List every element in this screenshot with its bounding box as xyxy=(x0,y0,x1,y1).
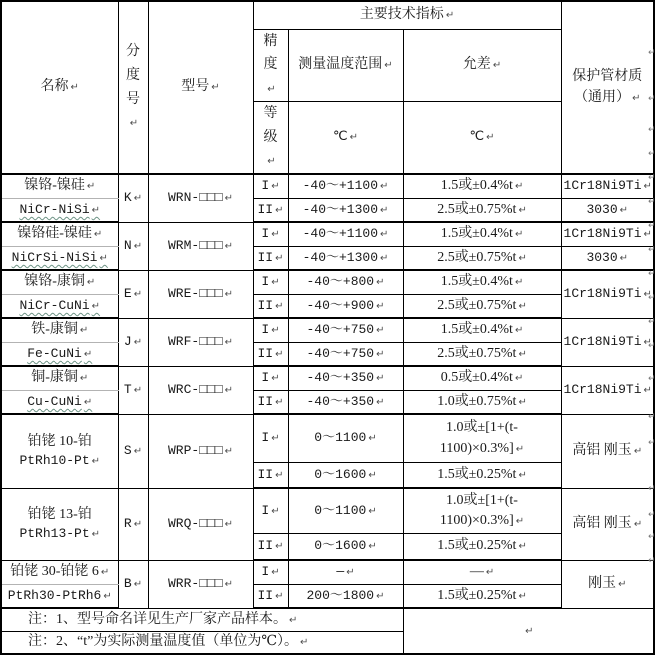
cell-tolerance: 1.0或±[1+(t-1100)×0.3%] ↵ xyxy=(403,488,561,533)
cell-grade: II ↵ xyxy=(253,294,288,318)
cell-model: WRP-□□□ ↵ xyxy=(148,414,253,488)
cell-range: 0～1600 ↵ xyxy=(288,533,403,560)
header-model: 型号 ↵ xyxy=(148,1,253,174)
cell-name: 铂铑 13-铂 PtRh13-Pt ↵ xyxy=(1,488,118,560)
paragraph-mark-icon: ↵ xyxy=(648,341,656,351)
cell-range: -40～+350 ↵ xyxy=(288,390,403,414)
cell-model: WRR-□□□ ↵ xyxy=(148,560,253,608)
cell-grade: I ↵ xyxy=(253,222,288,246)
paragraph-mark-icon: ↵ xyxy=(648,293,656,303)
cell-grade: II ↵ xyxy=(253,584,288,608)
paragraph-mark-icon: ↵ xyxy=(648,173,656,183)
cell-material: 高铝 刚玉 ↵ xyxy=(561,488,654,560)
note-1: 注：1、型号命名详见生产厂家产品样本。 ↵ xyxy=(1,608,403,631)
cell-tolerance: 2.5或±0.75%t ↵ xyxy=(403,342,561,366)
header-tube-material: 保护管材质 （通用） ↵ xyxy=(561,1,654,174)
cell-model: WRE-□□□ ↵ xyxy=(148,270,253,318)
header-index-no: 分度号 ↵ xyxy=(118,1,148,174)
cell-range: 0～1100 ↵ xyxy=(288,488,403,533)
cell-model: WRQ-□□□ ↵ xyxy=(148,488,253,560)
cell-tolerance: 1.5或±0.4%t ↵ xyxy=(403,222,561,246)
cell-range: -40～+750 ↵ xyxy=(288,342,403,366)
paragraph-mark-icon: ↵ xyxy=(648,245,656,255)
cell-name-en: NiCrSi-NiSi ↵ xyxy=(1,246,118,270)
cell-name-cn: 镍铬硅-镍硅 ↵ xyxy=(1,222,118,246)
cell-range: -40～+900 ↵ xyxy=(288,294,403,318)
cell-name-cn: 镍铬-康铜 ↵ xyxy=(1,270,118,294)
cell-range: -40～+1300 ↵ xyxy=(288,246,403,270)
cell-grade: I ↵ xyxy=(253,414,288,462)
cell-tolerance: 0.5或±0.4%t ↵ xyxy=(403,366,561,390)
cell-tolerance: 1.5或±0.25%t ↵ xyxy=(403,462,561,488)
cell-index: S ↵ xyxy=(118,414,148,488)
paragraph-mark-icon: ↵ xyxy=(648,438,656,448)
cell-material: 1Cr18Ni9Ti ↵ xyxy=(561,174,654,198)
cell-range: -40～+750 ↵ xyxy=(288,318,403,342)
paragraph-mark-icon: ↵ xyxy=(648,374,656,384)
cell-range: — ↵ xyxy=(288,560,403,584)
header-tolerance-unit: ℃ ↵ xyxy=(403,101,561,174)
cell-model: WRN-□□□ ↵ xyxy=(148,174,253,222)
paragraph-mark-icon: ↵ xyxy=(648,556,656,566)
paragraph-mark-icon: ↵ xyxy=(648,48,656,58)
cell-tolerance: 2.5或±0.75%t ↵ xyxy=(403,246,561,270)
paragraph-mark-icon xyxy=(523,623,533,638)
header-temp-unit: ℃ ↵ xyxy=(288,101,403,174)
notes-empty-cell xyxy=(403,608,654,654)
paragraph-mark-icon: ↵ xyxy=(648,149,656,159)
cell-range: -40～+1100 ↵ xyxy=(288,174,403,198)
header-name: 名称 ↵ xyxy=(1,1,118,174)
cell-grade: II ↵ xyxy=(253,198,288,222)
cell-grade: II ↵ xyxy=(253,533,288,560)
cell-range: -40～+1100 ↵ xyxy=(288,222,403,246)
cell-material: 1Cr18Ni9Ti ↵ xyxy=(561,318,654,366)
cell-range: 0～1600 ↵ xyxy=(288,462,403,488)
paragraph-mark-icon: ↵ xyxy=(648,221,656,231)
cell-tolerance: 1.5或±0.4%t ↵ xyxy=(403,174,561,198)
cell-tolerance: 2.5或±0.75%t ↵ xyxy=(403,294,561,318)
cell-name-en: PtRh30-PtRh6 ↵ xyxy=(1,584,118,608)
cell-model: WRC-□□□ ↵ xyxy=(148,366,253,414)
cell-grade: I ↵ xyxy=(253,318,288,342)
header-accuracy-bottom: 等级 ↵ xyxy=(253,101,288,174)
note-2: 注：2、“t”为实际测量温度值（单位为℃）。 ↵ xyxy=(1,631,403,654)
paragraph-mark-icon: ↵ xyxy=(648,484,656,494)
cell-tolerance: 1.5或±0.25%t ↵ xyxy=(403,533,561,560)
cell-index: E ↵ xyxy=(118,270,148,318)
cell-grade: II ↵ xyxy=(253,462,288,488)
cell-material: 高铝 刚玉 ↵ xyxy=(561,414,654,488)
cell-name-en: Fe-CuNi ↵ xyxy=(1,342,118,366)
cell-index: B ↵ xyxy=(118,560,148,608)
paragraph-mark-icon: ↵ xyxy=(648,125,656,135)
cell-grade: II ↵ xyxy=(253,342,288,366)
header-main-indicators: 主要技术指标 ↵ xyxy=(253,1,561,29)
cell-range: -40～+1300 ↵ xyxy=(288,198,403,222)
header-accuracy-top: 精度 ↵ xyxy=(253,29,288,101)
cell-material: 1Cr18Ni9Ti ↵ xyxy=(561,270,654,318)
cell-material: 3030 ↵ xyxy=(561,246,654,270)
cell-grade: I ↵ xyxy=(253,270,288,294)
paragraph-mark-icon: ↵ xyxy=(648,269,656,279)
cell-grade: II ↵ xyxy=(253,390,288,414)
header-tolerance: 允差 ↵ xyxy=(403,29,561,101)
cell-range: -40～+800 ↵ xyxy=(288,270,403,294)
cell-model: WRM-□□□ ↵ xyxy=(148,222,253,270)
cell-index: J ↵ xyxy=(118,318,148,366)
cell-range: 200～1800 ↵ xyxy=(288,584,403,608)
cell-name-cn: 铜-康铜 ↵ xyxy=(1,366,118,390)
cell-tolerance: 1.5或±0.4%t ↵ xyxy=(403,318,561,342)
cell-range: -40～+350 ↵ xyxy=(288,366,403,390)
cell-grade: II ↵ xyxy=(253,246,288,270)
paragraph-mark-icon: ↵ xyxy=(648,532,656,542)
paragraph-mark-icon: ↵ xyxy=(648,197,656,207)
cell-range: 0～1100 ↵ xyxy=(288,414,403,462)
cell-index: N ↵ xyxy=(118,222,148,270)
cell-tolerance: — ↵ xyxy=(403,560,561,584)
cell-name-en: NiCr-NiSi ↵ xyxy=(1,198,118,222)
cell-name-cn: 镍铬-镍硅 ↵ xyxy=(1,174,118,198)
cell-material: 刚玉 ↵ xyxy=(561,560,654,608)
cell-index: R ↵ xyxy=(118,488,148,560)
cell-material: 1Cr18Ni9Ti ↵ xyxy=(561,222,654,246)
cell-tolerance: 1.5或±0.25%t ↵ xyxy=(403,584,561,608)
cell-name-en: NiCr-CuNi ↵ xyxy=(1,294,118,318)
cell-name-cn: 铁-康铜 ↵ xyxy=(1,318,118,342)
cell-name-cn: 铂铑 30-铂铑 6 ↵ xyxy=(1,560,118,584)
paragraph-mark-icon: ↵ xyxy=(648,412,656,422)
cell-tolerance: 2.5或±0.75%t ↵ xyxy=(403,198,561,222)
cell-grade: I ↵ xyxy=(253,366,288,390)
cell-material: 1Cr18Ni9Ti ↵ xyxy=(561,366,654,414)
paragraph-mark-icon: ↵ xyxy=(648,317,656,327)
cell-name: 铂铑 10-铂 PtRh10-Pt ↵ xyxy=(1,414,118,488)
cell-index: T ↵ xyxy=(118,366,148,414)
cell-material: 3030 ↵ xyxy=(561,198,654,222)
header-temp-range: 测量温度范围 ↵ xyxy=(288,29,403,101)
cell-tolerance: 1.0或±0.75%t ↵ xyxy=(403,390,561,414)
cell-grade: I ↵ xyxy=(253,488,288,533)
cell-model: WRF-□□□ ↵ xyxy=(148,318,253,366)
cell-grade: I ↵ xyxy=(253,174,288,198)
cell-grade: I ↵ xyxy=(253,560,288,584)
cell-index: K ↵ xyxy=(118,174,148,222)
paragraph-mark-icon: ↵ xyxy=(648,94,656,104)
paragraph-mark-icon: ↵ xyxy=(648,510,656,520)
cell-tolerance: 1.0或±[1+(t-1100)×0.3%] ↵ xyxy=(403,414,561,462)
cell-name-en: Cu-CuNi ↵ xyxy=(1,390,118,414)
cell-tolerance: 1.5或±0.4%t ↵ xyxy=(403,270,561,294)
